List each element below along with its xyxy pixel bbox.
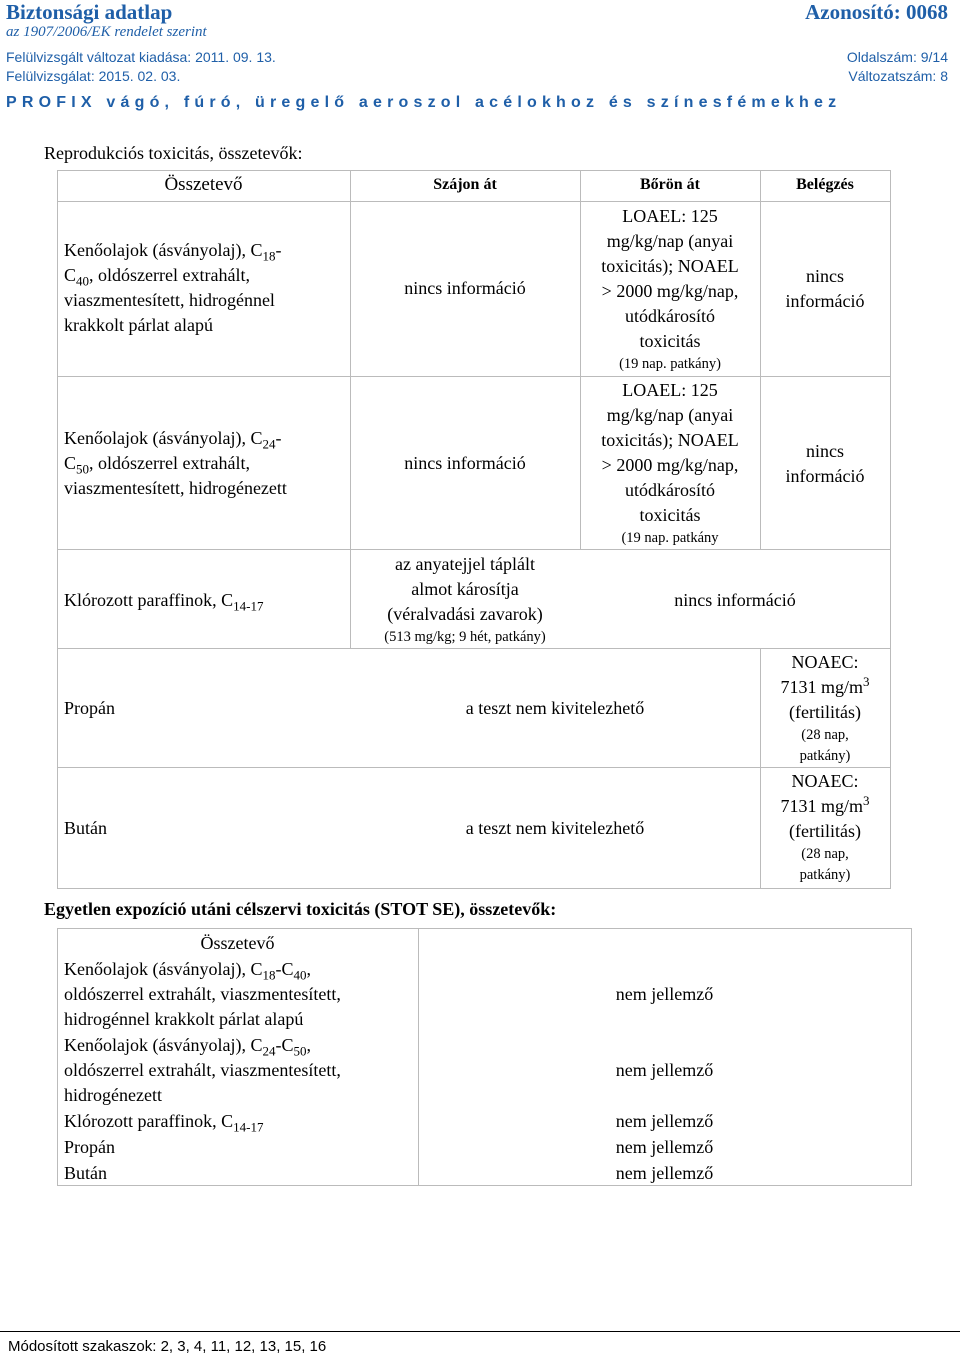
repro-row-2-dermal: LOAEL: 125 mg/kg/nap (anyai toxicitás); NOAEL > 2000 mg/kg/nap, utódkárosító toxicitás (19 nap. patkány <box>601 380 739 546</box>
regulation-note: az 1907/2006/EK rendelet szerint <box>6 24 207 40</box>
repro-row-3-oral: az anyatejjel táplált almot károsítja (véralvadási zavarok) (513 mg/kg; 9 hét, patkány) <box>384 554 546 645</box>
repro-row-1-dermal: LOAEL: 125 mg/kg/nap (anyai toxicitás); NOAEL > 2000 mg/kg/nap, utódkárosító toxicitás (19 nap. patkány) <box>601 206 739 372</box>
repro-section-title: Reprodukciós toxicitás, összetevők: <box>44 143 303 163</box>
product-name: PROFIX vágó, fúró, üregelő aeroszol acélokhoz és színesfémekhez <box>6 94 842 111</box>
stot-row-5-value: nem jellemző <box>615 1163 714 1183</box>
stot-row-2-component: Kenőolajok (ásványolaj), $C_{24}-C_{50}$, oldószerrel extrahált, viaszmentesített, hidrogénezett <box>64 1035 341 1105</box>
stot-row-1-component: Kenőolajok (ásványolaj), $C_{18}-C_{40}$, oldószerrel extrahált, viaszmentesített, hidrogénnel krakkolt párlat alapú <box>64 959 341 1029</box>
repro-row-4-component: Propán <box>64 698 115 718</box>
stot-row-4-component: Propán <box>64 1137 115 1157</box>
header-component: Összetevő <box>164 174 243 195</box>
repro-row-1-component: Kenőolajok (ásványolaj), $C_{18}-$ $C_{40}$, oldószerrel extrahált, viaszmentesített, hidrogénnel krakkolt párlat alapú <box>64 240 282 335</box>
repro-row-4-oral-dermal: a teszt nem kivitelezhető <box>465 698 645 718</box>
repro-row-2-oral: nincs információ <box>404 453 526 473</box>
document-title: Biztonsági adatlap <box>6 0 173 24</box>
repro-row-5-component: Bután <box>64 818 107 838</box>
repro-row-3-component: Klórozott paraffinok, $C_{14-17}$ <box>64 590 264 614</box>
repro-row-3-dermal-inhalation: nincs információ <box>674 590 796 610</box>
repro-row-2-inhalation: nincs információ <box>785 441 865 486</box>
stot-header-component: Összetevő <box>200 933 275 953</box>
repro-row-4-inhalation: NOAEC: 7131 $mg/m^3$ (fertilitás) (28 nap, patkány) <box>780 652 870 764</box>
review-date: Felülvizsgálat: 2015. 02. 03. <box>6 68 181 84</box>
stot-section-title: Egyetlen expozíció utáni célszervi toxicitás (STOT SE), összetevők: <box>44 899 557 919</box>
repro-row-5-inhalation: NOAEC: 7131 $mg/m^3$ (fertilitás) (28 nap, patkány) <box>780 771 870 883</box>
header-inhalation: Belégzés <box>796 176 854 193</box>
footer-divider <box>0 1331 960 1332</box>
header-oral: Szájon át <box>433 176 497 193</box>
stot-row-3-component: Klórozott paraffinok, $C_{14-17}$ <box>64 1111 264 1135</box>
stot-row-4-value: nem jellemző <box>615 1137 714 1157</box>
document-identifier: Azonosító: 0068 <box>805 0 948 24</box>
page-number: Oldalszám: 9/14 <box>846 49 948 65</box>
stot-row-2-value: nem jellemző <box>615 1060 714 1080</box>
stot-row-1-value: nem jellemző <box>615 984 714 1004</box>
version-number: Változatszám: 8 <box>848 68 948 84</box>
stot-row-3-value: nem jellemző <box>615 1111 714 1131</box>
repro-row-1-oral: nincs információ <box>404 278 526 298</box>
revised-issue: Felülvizsgált változat kiadása: 2011. 09. 13. <box>6 49 276 65</box>
stot-row-5-component: Bután <box>64 1163 107 1183</box>
header-dermal: Bőrön át <box>640 176 700 193</box>
repro-row-5-oral-dermal: a teszt nem kivitelezhető <box>465 818 645 838</box>
repro-row-1-inhalation: nincs információ <box>785 266 865 311</box>
repro-row-2-component: Kenőolajok (ásványolaj), $C_{24}-$ $C_{50}$, oldószerrel extrahált, viaszmentesített, hidrogénezett <box>64 428 287 498</box>
modified-sections: Módosított szakaszok: 2, 3, 4, 11, 12, 13, 15, 16 <box>8 1338 327 1355</box>
